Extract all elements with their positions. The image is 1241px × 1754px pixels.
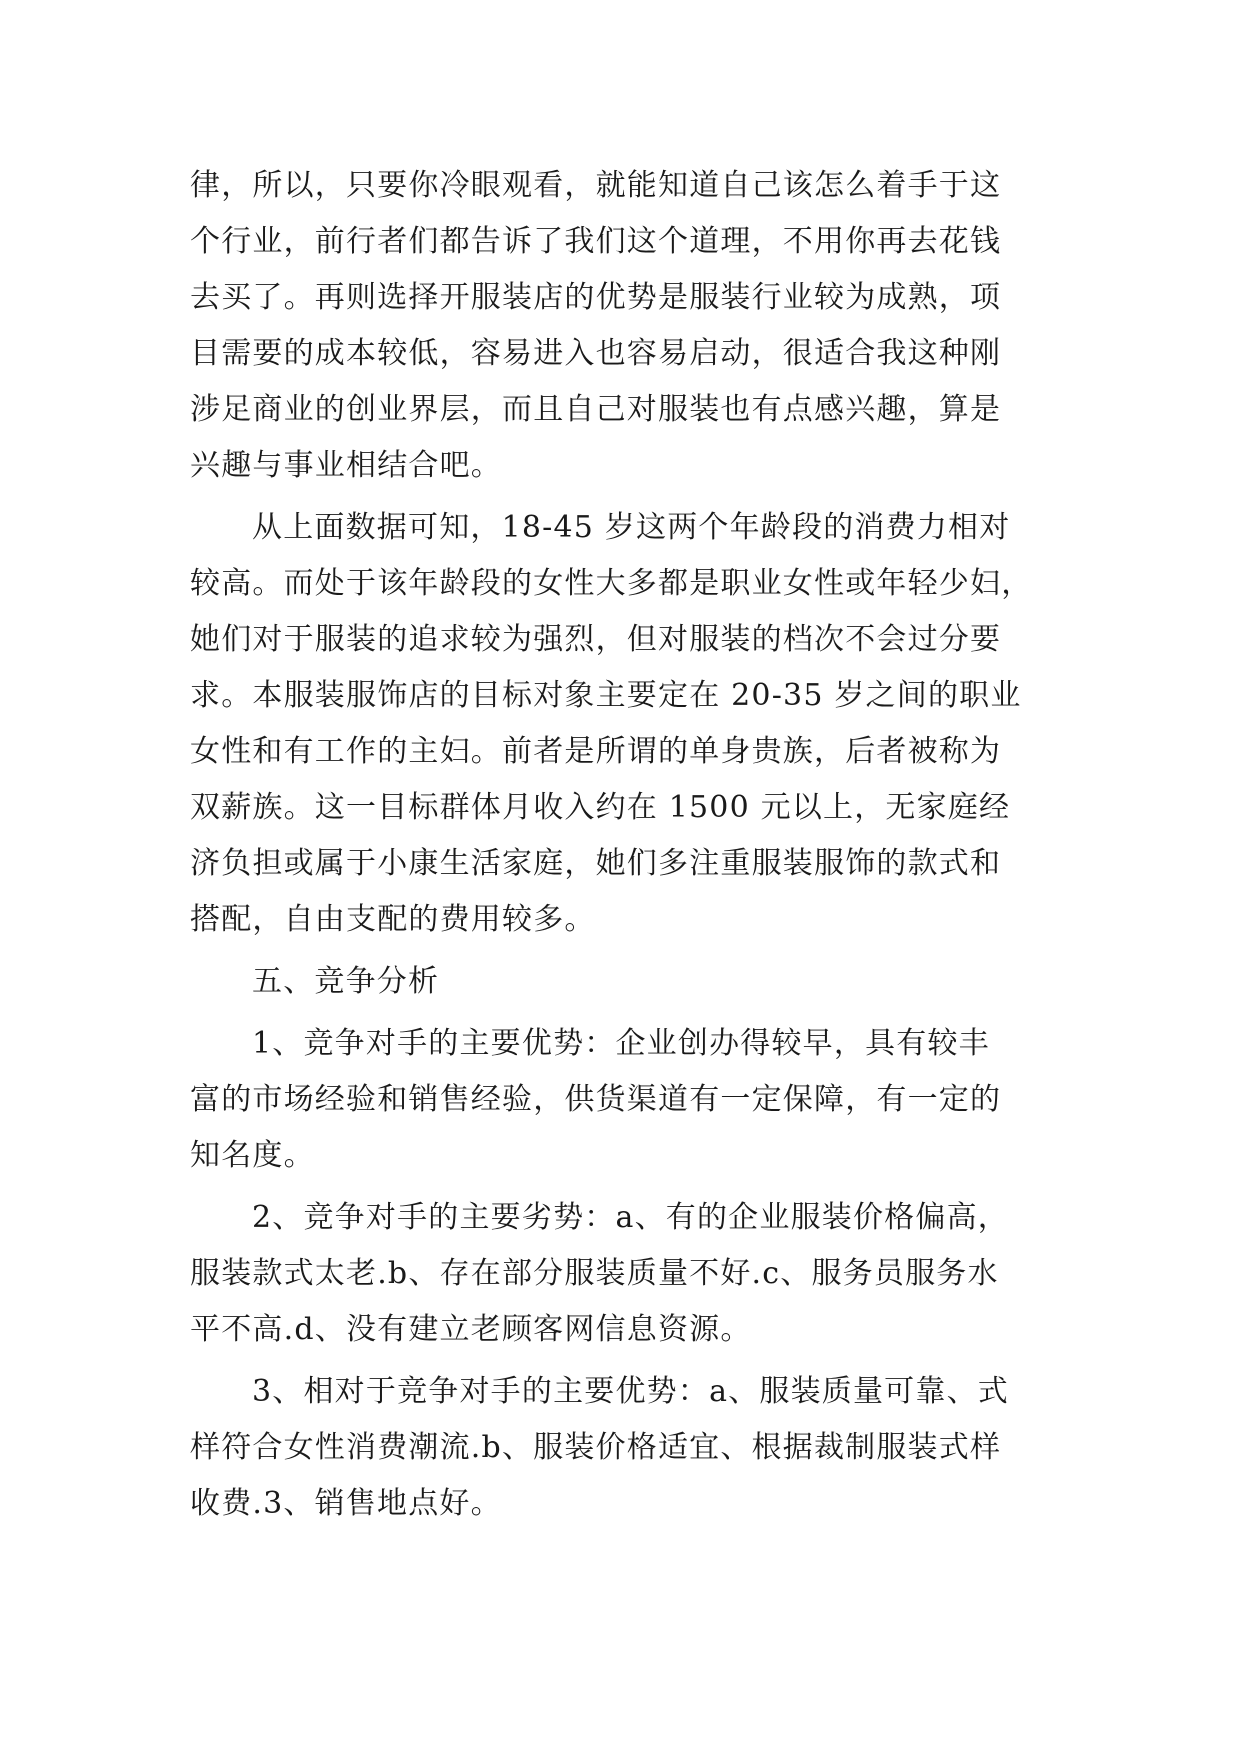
text-line: 服装款式太老.b、存在部分服装质量不好.c、服务员服务水	[190, 1256, 999, 1291]
text-line: 女性和有工作的主妇。前者是所谓的单身贵族，后者被称为	[190, 734, 1002, 769]
text-line: 目需要的成本较低，容易进入也容易启动，很适合我这种刚	[190, 336, 1002, 371]
text-line: 较高。而处于该年龄段的女性大多都是职业女性或年轻少妇，	[190, 566, 1033, 601]
text-line: 2、竞争对手的主要劣势：a、有的企业服装价格偏高，	[252, 1200, 1009, 1235]
text-line: 她们对于服装的追求较为强烈，但对服装的档次不会过分要	[190, 622, 1002, 657]
text-line: 双薪族。这一目标群体月收入约在 1500 元以上，无家庭经	[190, 790, 1011, 825]
paragraph-competitor-strengths	[190, 1016, 1050, 1184]
paragraph-target-market	[190, 500, 1050, 948]
paragraph-competitor-weaknesses	[190, 1190, 1050, 1358]
text-line: 3、相对于竞争对手的主要优势：a、服装质量可靠、式	[252, 1374, 1009, 1409]
text-line: 收费.3、销售地点好。	[190, 1486, 502, 1521]
text-line: 济负担或属于小康生活家庭，她们多注重服装服饰的款式和	[190, 846, 1002, 881]
text-line: 从上面数据可知，18-45 岁这两个年龄段的消费力相对	[252, 510, 1011, 545]
document-body	[190, 158, 1050, 1538]
text-line: 求。本服装服饰店的目标对象主要定在 20-35 岁之间的职业	[190, 678, 1022, 713]
heading-line: 五、竞争分析	[252, 964, 440, 999]
text-line: 样符合女性消费潮流.b、服装价格适宜、根据裁制服装式样	[190, 1430, 1002, 1465]
text-line: 兴趣与事业相结合吧。	[190, 448, 502, 483]
text-line: 平不高.d、没有建立老顾客网信息资源。	[190, 1312, 752, 1347]
text-line: 知名度。	[190, 1138, 315, 1173]
text-line: 富的市场经验和销售经验，供货渠道有一定保障，有一定的	[190, 1082, 1002, 1117]
text-line: 律，所以，只要你冷眼观看，就能知道自己该怎么着手于这	[190, 168, 1002, 203]
text-line: 搭配，自由支配的费用较多。	[190, 902, 596, 937]
section-heading-competition	[190, 954, 1050, 1010]
paragraph-own-advantages	[190, 1364, 1050, 1532]
text-line: 1、竞争对手的主要优势：企业创办得较早，具有较丰	[252, 1026, 990, 1061]
paragraph-business-reason	[190, 158, 1050, 494]
text-line: 去买了。再则选择开服装店的优势是服装行业较为成熟，项	[190, 280, 1002, 315]
text-line: 涉足商业的创业界层，而且自己对服装也有点感兴趣，算是	[190, 392, 1002, 427]
text-line: 个行业，前行者们都告诉了我们这个道理，不用你再去花钱	[190, 224, 1002, 259]
